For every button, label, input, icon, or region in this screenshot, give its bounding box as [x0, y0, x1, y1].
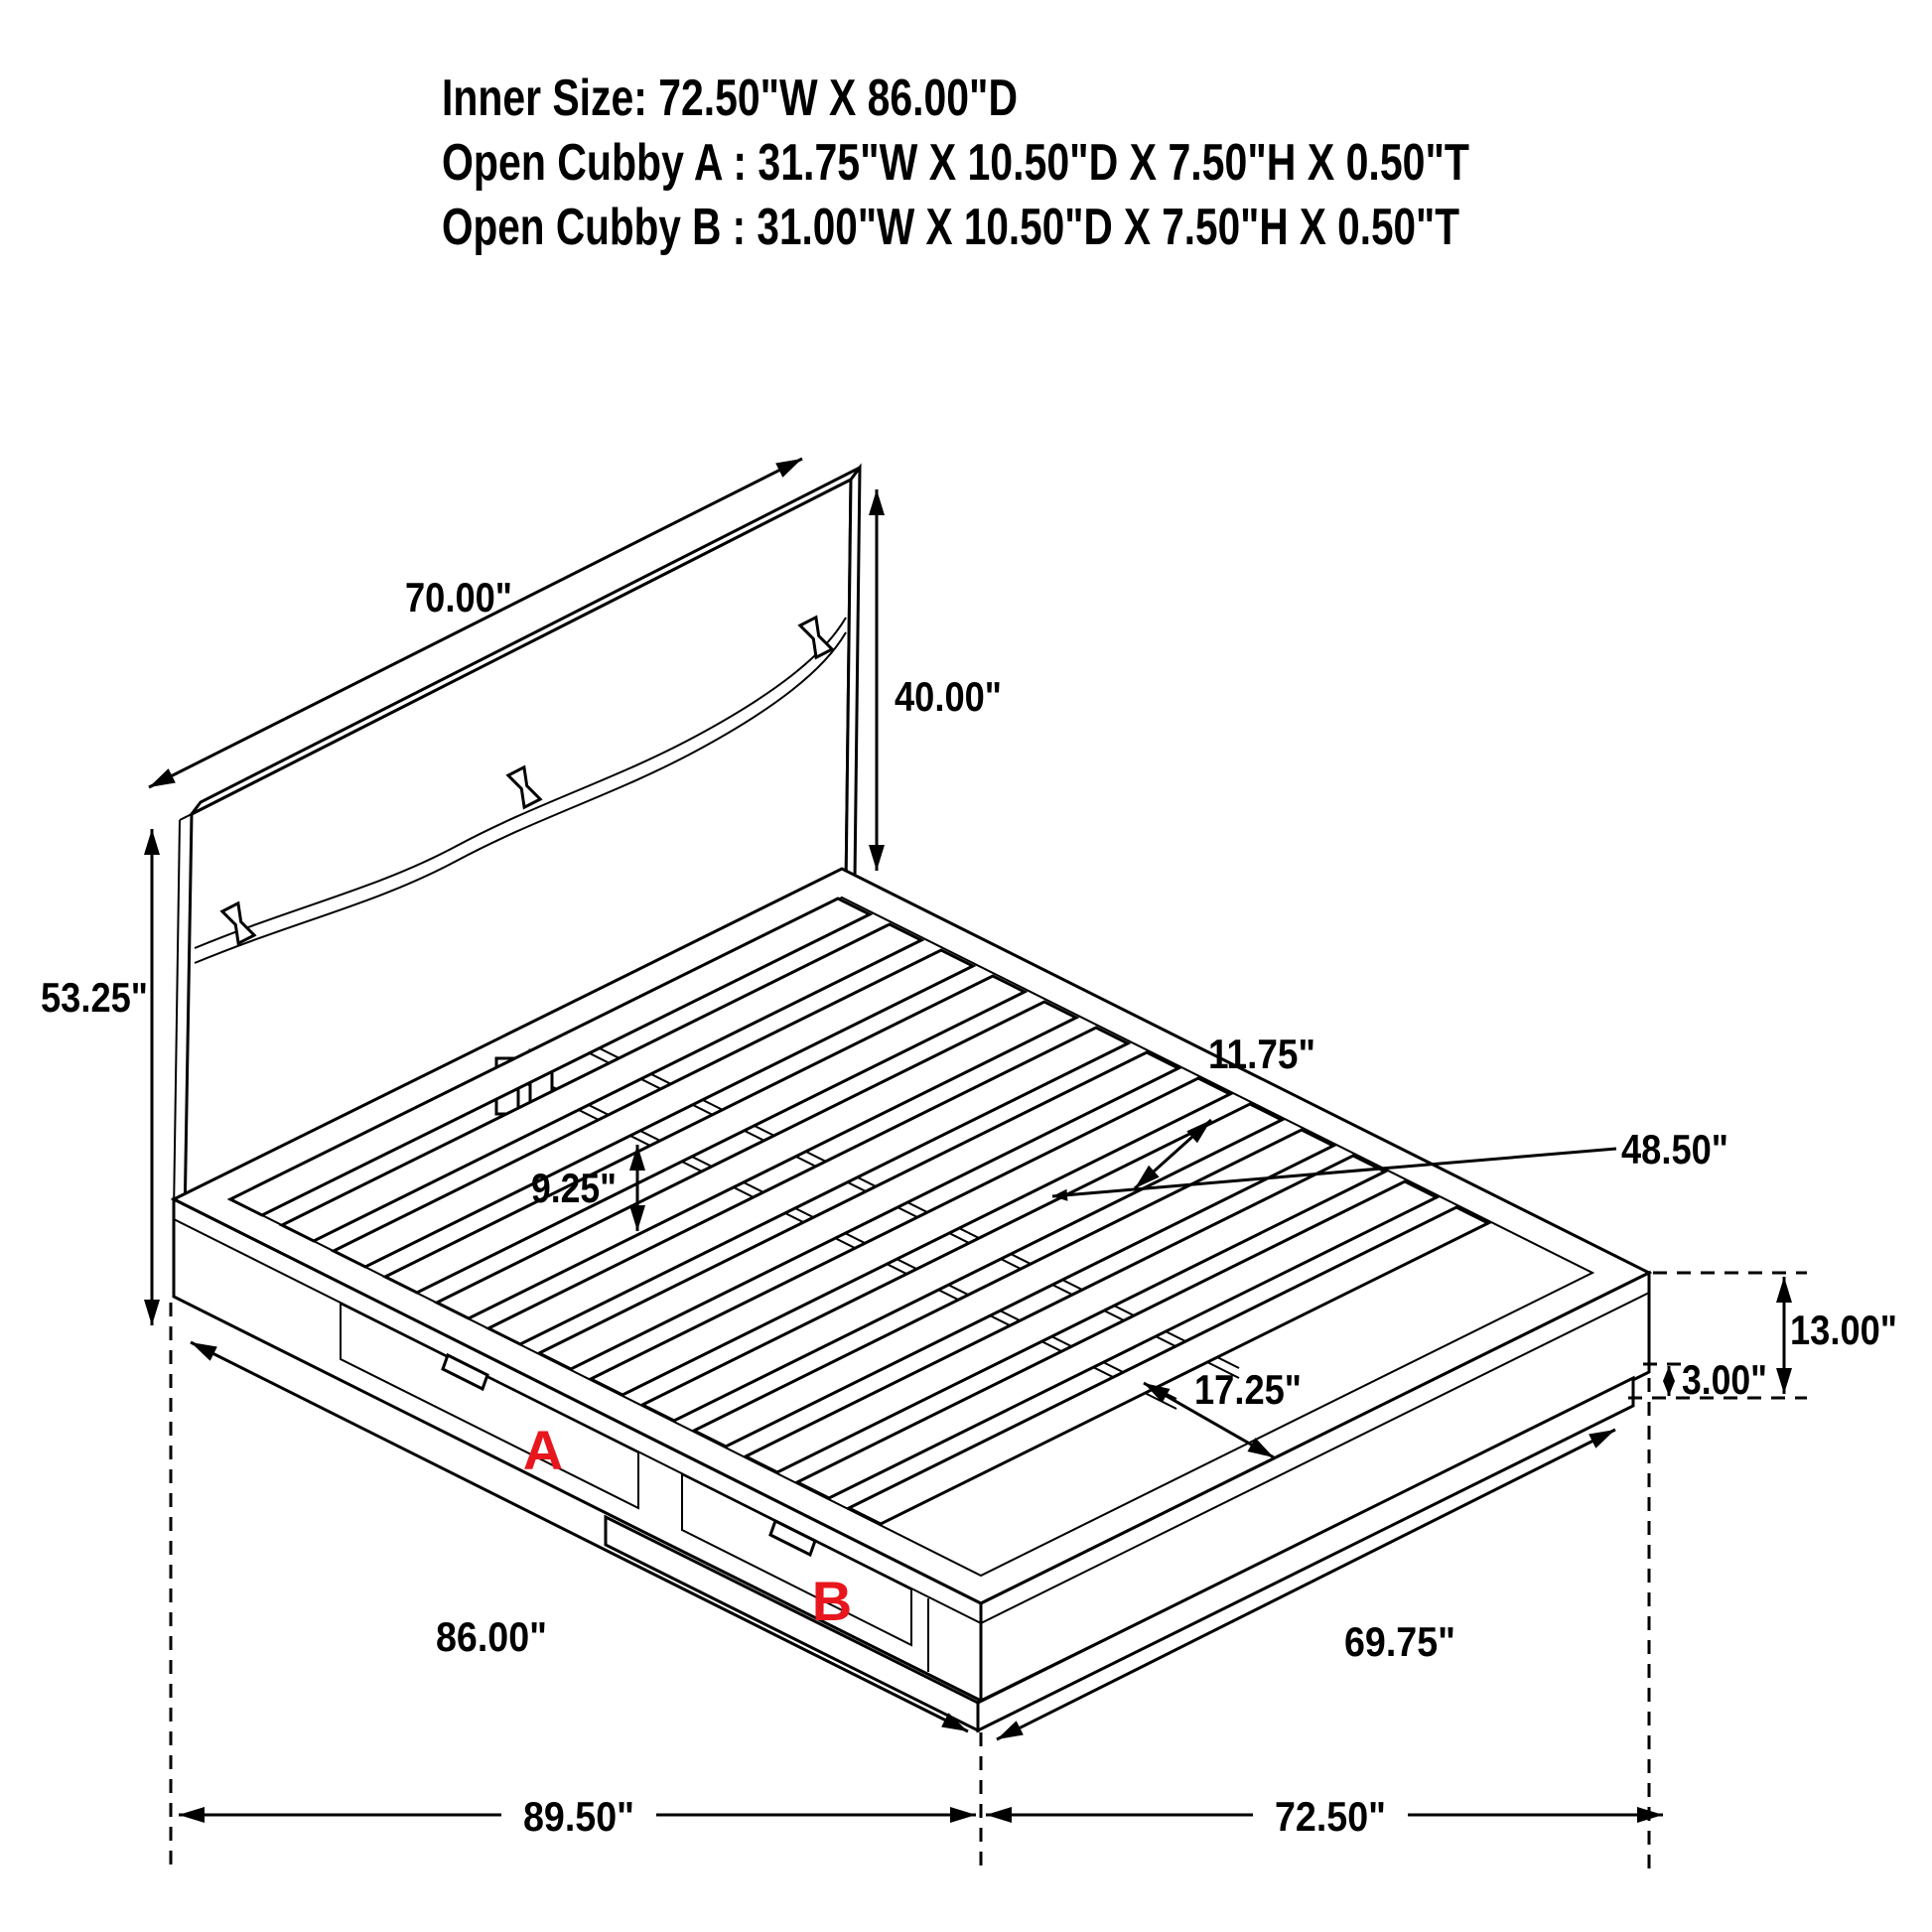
dim-base-inset-label: 3.00" [1682, 1356, 1767, 1403]
open-cubby-a-text: Open Cubby A : 31.75"W X 10.50"D X 7.50"H X 0.50"T [442, 134, 1470, 192]
title-block [442, 69, 1469, 256]
dim-overall-width-label: 72.50" [1275, 1793, 1386, 1840]
dim-deck-height-label: 9.25" [531, 1165, 617, 1211]
dim-headboard-width-label: 70.00" [405, 574, 512, 621]
dim-headboard-height-label: 40.00" [895, 673, 1002, 720]
dim-side-rail-label: 11.75" [1208, 1031, 1315, 1077]
dim-floor-to-top-label: 53.25" [41, 974, 148, 1021]
cubby-a-label: A [522, 1419, 564, 1481]
open-cubby-b-text: Open Cubby B : 31.00"W X 10.50"D X 7.50"H X 0.50"T [442, 199, 1460, 256]
headboard-left-edge-line [174, 820, 180, 1213]
dim-slat-width-label: 48.50" [1621, 1126, 1728, 1173]
inner-size-text: Inner Size: 72.50"W X 86.00"D [442, 69, 1018, 127]
dim-foot-rail-label: 17.25" [1194, 1366, 1302, 1413]
dim-foot-side-label: 69.75" [1344, 1618, 1455, 1665]
headboard-left-edge-join [180, 814, 192, 820]
dim-overall-length-label: 89.50" [523, 1793, 634, 1840]
dim-platform-height-label: 13.00" [1790, 1307, 1897, 1353]
cubby-b-label: B [811, 1570, 853, 1632]
dim-storage-side-label: 86.00" [436, 1613, 547, 1660]
